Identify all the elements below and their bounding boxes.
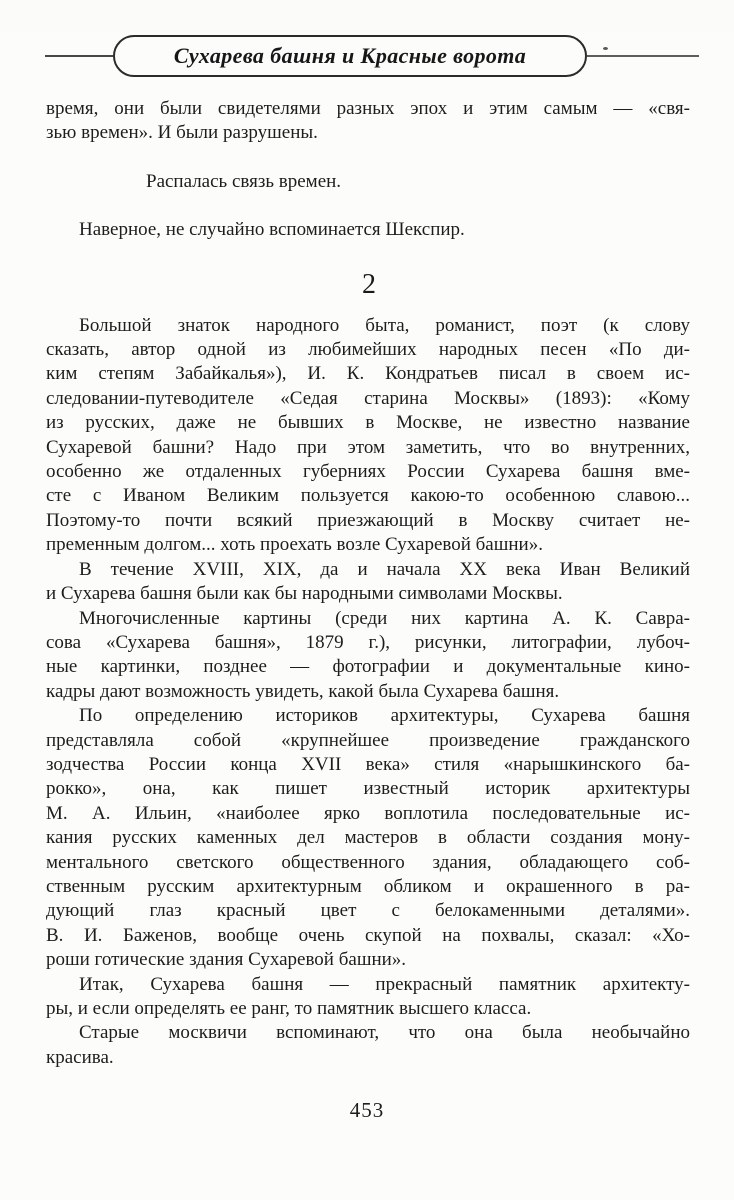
text-line: сказать, автор одной из любимейших народных песен «По ди- [46, 339, 690, 361]
text-line: ры, и если определять ее ранг, то памятник высшего класса. [46, 998, 532, 1019]
text-line: особенно же отдаленных губерниях России Сухарева башня вме- [46, 461, 690, 483]
text-line: В. И. Баженов, вообще очень скупой на похвалы, сказал: «Хо- [46, 924, 690, 946]
chapter-title: Сухарева башня и Красные ворота [173, 43, 527, 68]
text-line: кадры дают возможность увидеть, какой была Сухарева башня. [46, 680, 560, 702]
book-page [0, 33, 734, 1200]
text-line: зодчества России конца XVII века» стиля «нарышкинского ба- [46, 753, 690, 775]
text-line: Сухаревой башни? Надо при этом заметить, что во внутренних, [46, 436, 690, 458]
text-line: рокко», она, как пишет известный историк архитектуры [46, 778, 690, 800]
verse-quote [46, 170, 690, 194]
ink-speck [603, 47, 608, 50]
text-line: Многочисленные картины (среди них картина А. К. Савра- [79, 607, 690, 629]
header-rule-right [587, 55, 699, 57]
main-paragraphs [46, 314, 690, 1071]
intro-paragraphs [46, 97, 690, 243]
text-line: из русских, даже не бывших в Москве, не известно название [46, 412, 690, 434]
text-line: сова «Сухарева башня», 1879 г.), рисунки, литографии, лубоч- [46, 631, 690, 653]
page-number: 453 [349, 1098, 385, 1123]
paragraph [46, 314, 690, 558]
text-line: Поэтому-то почти всякий приезжающий в Москву считает не- [46, 509, 690, 531]
text-line: В течение XVIII, XIX, да и начала XX века Иван Великий [79, 558, 690, 580]
paragraph [46, 973, 690, 1022]
text-line: ким степям Забайкалья»), И. К. Кондратьев писал в своем ис- [46, 363, 690, 385]
paragraph [46, 1021, 690, 1070]
text-line: и Сухарева башня были как бы народными символами Москвы. [46, 583, 563, 605]
text-line: ментального светского общественного здания, обладающего соб- [46, 851, 690, 873]
text-line: время, они были свидетелями разных эпох и этим самым — «свя- [46, 98, 690, 119]
paragraph [46, 704, 690, 972]
text-line: дующий глаз красный цвет с белокаменными деталями». [46, 900, 690, 922]
text-line: зью времен». И были разрушены. [46, 122, 318, 144]
text-line: Старые москвичи вспоминают, что она была необычайно [79, 1022, 690, 1044]
text-line: красива. [46, 1046, 114, 1068]
section-number: 2 [362, 268, 376, 300]
text-line: Наверное, не случайно вспоминается Шекспир. [79, 219, 465, 241]
text-line: ные картинки, позднее — фотографии и документальные кино- [46, 656, 690, 678]
paragraph [46, 97, 690, 146]
text-line: Распалась связь времен. [146, 170, 342, 192]
chapter-header [45, 33, 704, 79]
text-line: следовании-путеводителе «Седая старина Москвы» (1893): «Кому [46, 387, 690, 409]
text-line: ственным русским архитектурным обликом и окрашенного в ра- [46, 875, 690, 897]
text-line: Итак, Сухарева башня — прекрасный памятник архитекту- [79, 973, 690, 995]
text-line: представляла собой «крупнейшее произведение гражданского [46, 729, 690, 751]
paragraph [46, 607, 690, 705]
chapter-title-banner [113, 35, 587, 77]
text-line: сте с Иваном Великим пользуется какою-то особенною славою... [46, 485, 690, 507]
text-line: кания русских каменных дел мастеров в области создания мону- [46, 827, 690, 849]
page-body [46, 97, 690, 1070]
text-line: Большой знаток народного быта, романист, поэт (к слову [79, 314, 690, 336]
paragraph [46, 218, 690, 242]
text-line: роши готические здания Сухаревой башни». [46, 949, 407, 971]
text-line: М. А. Ильин, «наиболее ярко воплотила последовательные ис- [46, 802, 690, 824]
text-line: пременным долгом... хоть проехать возле Сухаревой башни». [46, 534, 543, 556]
paragraph [46, 558, 690, 607]
text-line: По определению историков архитектуры, Сухарева башня [79, 705, 690, 727]
header-rule-left [45, 55, 113, 57]
